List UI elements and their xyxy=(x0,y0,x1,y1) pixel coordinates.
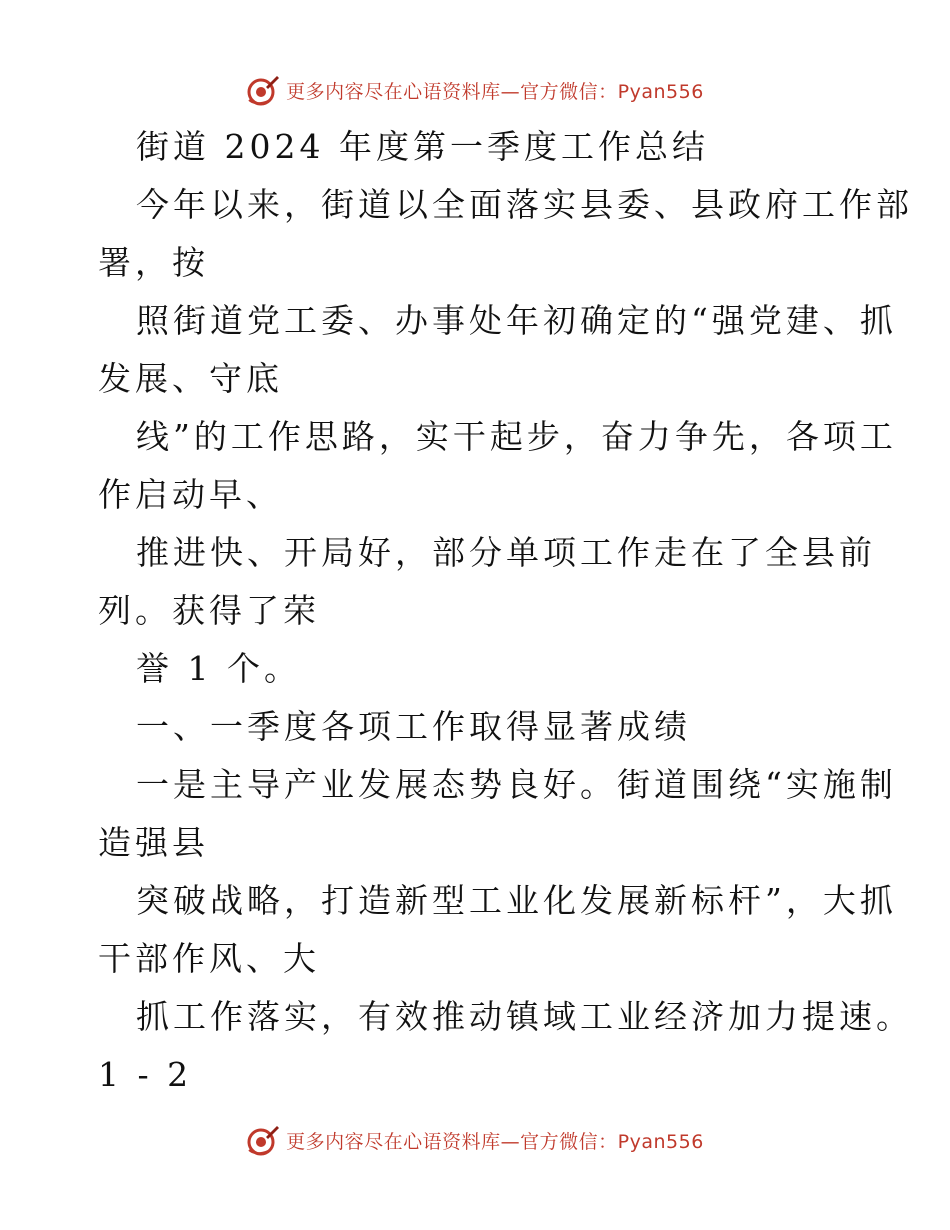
pen-swirl-logo-icon xyxy=(246,73,280,107)
section-heading: 一、一季度各项工作取得显著成绩 xyxy=(136,707,691,746)
paragraph-line: 发展、守底 xyxy=(98,359,283,398)
paragraph-line: 作启动早、 xyxy=(98,475,283,514)
watermark-text: 更多内容尽在心语资料库—官方微信：Pyan556 xyxy=(286,1130,704,1153)
paragraph-line: 署，按 xyxy=(98,243,209,282)
paragraph-line: 造强县 xyxy=(98,823,209,862)
paragraph-line: 抓工作落实，有效推动镇域工业经济加力提速。 xyxy=(136,997,913,1036)
paragraph-line: 誉 1 个。 xyxy=(136,649,301,688)
paragraph-line: 线”的工作思路，实干起步，奋力争先，各项工 xyxy=(136,417,897,456)
page-number: 1 - 2 xyxy=(98,1055,193,1094)
footer-watermark xyxy=(0,1120,950,1160)
pen-swirl-logo-icon xyxy=(246,1123,280,1157)
paragraph-line: 照街道党工委、办事处年初确定的“强党建、抓 xyxy=(136,301,897,340)
paragraph-line: 干部作风、大 xyxy=(98,939,320,978)
document-title: 街道 2024 年度第一季度工作总结 xyxy=(136,127,709,166)
paragraph-line: 推进快、开局好，部分单项工作走在了全县前 xyxy=(136,533,876,572)
paragraph-line: 一是主导产业发展态势良好。街道围绕“实施制 xyxy=(136,765,897,804)
watermark-text: 更多内容尽在心语资料库—官方微信：Pyan556 xyxy=(286,80,704,103)
header-watermark xyxy=(0,70,950,110)
paragraph-line: 列。获得了荣 xyxy=(98,591,320,630)
paragraph-line: 今年以来，街道以全面落实县委、县政府工作部 xyxy=(136,185,913,224)
paragraph-line: 突破战略，打造新型工业化发展新标杆”，大抓 xyxy=(136,881,897,920)
